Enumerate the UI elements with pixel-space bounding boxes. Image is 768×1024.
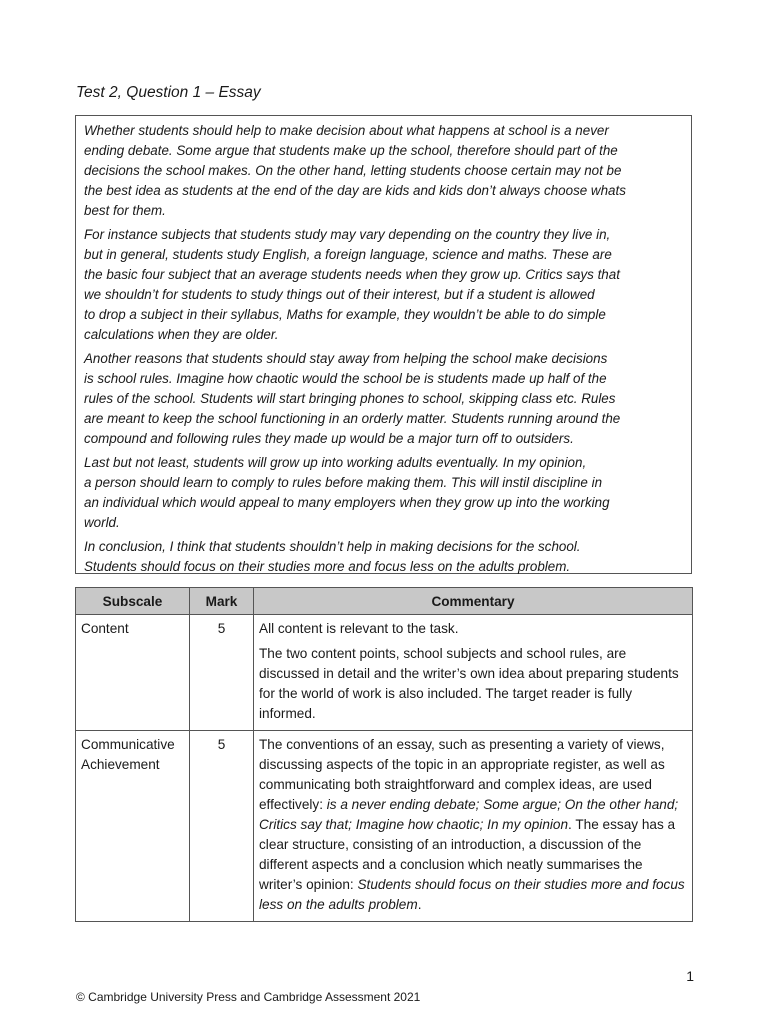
essay-paragraph-4: Last but not least, students will grow up into working adults eventually. In my opinion, a person should learn to comply to rules before making them. This will instil discipline in an individual which would appeal to many employers when they grow up into the working world. xyxy=(84,455,610,530)
header-subscale: Subscale xyxy=(76,588,190,615)
page-heading: Test 2, Question 1 – Essay xyxy=(76,84,261,101)
mark-cell: 5 xyxy=(190,615,254,731)
page-number: 1 xyxy=(686,968,694,984)
table-row-communicative-achievement xyxy=(76,731,693,922)
subscale-cell: Content xyxy=(76,615,190,731)
header-commentary: Commentary xyxy=(254,588,693,615)
commentary-text: The conventions of an essay, such as presenting a variety of views, discussing aspects of the topic in an appropriate register, as well as communicating both straightforward and complex ideas, are used effectively: xyxy=(259,737,665,812)
essay-paragraph-5: In conclusion, I think that students shouldn’t help in making decisions for the school. Students should focus on their studies more and focus less on the adults problem. xyxy=(84,539,581,574)
essay-box xyxy=(75,115,692,574)
assessment-table xyxy=(75,587,693,922)
commentary-cell xyxy=(254,615,693,731)
quoted-examples: is a never ending debate; Some argue; On the other hand; Critics say that; Imagine how chaotic; In my opinion xyxy=(259,797,679,832)
copyright-notice: © Cambridge University Press and Cambridge Assessment 2021 xyxy=(76,990,421,1004)
header-mark: Mark xyxy=(190,588,254,615)
commentary-paragraph: All content is relevant to the task. xyxy=(259,621,459,636)
commentary-cell xyxy=(254,731,693,922)
table-header-row xyxy=(76,588,693,615)
essay-paragraph-3: Another reasons that students should stay away from helping the school make decisions is school rules. Imagine how chaotic would the school be is students made up half of the rules of the school. Students will start bringing phones to school, skipping class etc. Rules are meant to keep the school functioning in an orderly matter. Students running around the compound and following rules they made up would be a major turn off to outsiders. xyxy=(84,351,621,446)
essay-paragraph-1: Whether students should help to make decision about what happens at school is a never ending debate. Some argue that students make up the school, therefore should part of the decisions the school makes. On the other hand, letting students choose certain may not be the best idea as students at the end of the day are kids and kids don’t always choose whats best for them. xyxy=(84,123,626,218)
table-row-content xyxy=(76,615,693,731)
commentary-paragraph: The two content points, school subjects and school rules, are discussed in detail and the writer’s own idea about preparing students for the world of work is also included. The target reader is fully informed. xyxy=(259,646,679,721)
commentary-text: . The essay has a clear structure, consisting of an introduction, a discussion of the different aspects and a conclusion which neatly summarises the writer’s opinion: xyxy=(259,817,676,892)
essay-paragraph-2: For instance subjects that students study may vary depending on the country they live in, but in general, students study English, a foreign language, science and maths. These are the basic four subject that an average students needs when they grow up. Critics says that we shouldn’t for students to study things out of their interest, but if a student is allowed to drop a subject in their syllabus, Maths for example, they wouldn’t be able to do simple calculations when they are older. xyxy=(84,227,620,342)
subscale-cell: Communicative Achievement xyxy=(76,731,190,922)
quoted-conclusion: Students should focus on their studies more and focus less on the adults problem xyxy=(259,877,685,912)
commentary-paragraph xyxy=(259,735,687,915)
commentary-text: . xyxy=(417,897,422,912)
mark-cell: 5 xyxy=(190,731,254,922)
